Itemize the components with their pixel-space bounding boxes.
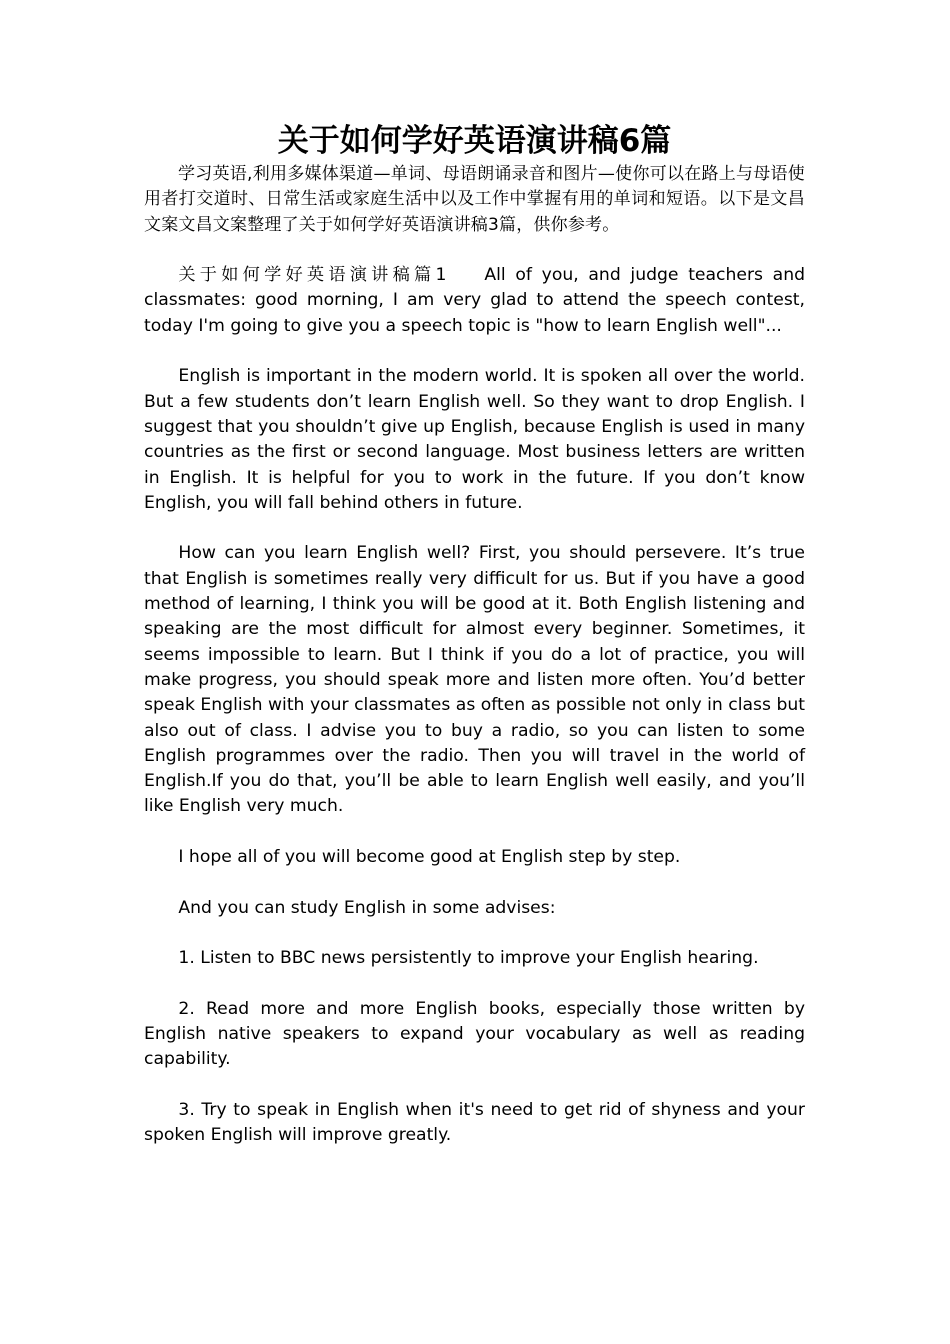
paragraph-gap <box>144 972 805 997</box>
section-label: 关于如何学好英语演讲稿篇1 <box>178 265 447 286</box>
section-opening-text: All of you, and judge teachers and classmates: good morning, I am very glad to attend the speech contest, today I'm going to give you a speech topic is "how to learn English well"... <box>144 265 806 336</box>
paragraph-gap <box>144 921 805 946</box>
section-1-opening <box>144 263 805 339</box>
body-paragraph-hope: I hope all of you will become good at English step by step. <box>178 847 681 868</box>
document-title: 关于如何学好英语演讲稿6篇 <box>277 123 672 159</box>
paragraph-gap <box>144 1073 805 1098</box>
paragraph-gap <box>144 820 805 845</box>
body-paragraph-method: How can you learn English well? First, you should persevere. It’s true that English is sometimes really very difficult for us. But if you have a good method of learning, I think you will be good at it. Both English listening and speaking are the most difficult for almost every beginner. Sometimes, it seems impossible to learn. But I think if you do a lot of practice, you will make progress, you should speak more and listen more often. You’d better speak English with your classmates as often as possible not only in class but also out of class. I advise you to buy a radio, so you can listen to some English programmes over the radio. Then you will travel in the world of English.If you do that, you’ll be able to learn English well easily, and you’ll like English very much. <box>144 543 805 817</box>
advice-item-1: 1. Listen to BBC news persistently to improve your English hearing. <box>178 948 759 969</box>
paragraph-gap <box>144 516 805 541</box>
paragraph-gap <box>144 339 805 364</box>
advice-item-3: 3. Try to speak in English when it's need to get rid of shyness and your spoken English will improve greatly. <box>144 1099 805 1146</box>
intro-paragraph: 学习英语,利用多媒体渠道—单词、母语朗诵录音和图片—使你可以在路上与母语使用者打交道时、日常生活或家庭生活中以及工作中掌握有用的单词和短语。以下是文昌文案文昌文案整理了关于如何学好英语演讲稿3篇，供你参考。 <box>144 164 805 235</box>
body-paragraph-importance: English is important in the modern world. It is spoken all over the world. But a few students don’t learn English well. So they want to drop English. I suggest that you shouldn’t give up English, because English is used in many countries as the first or second language. Most business letters are written in English. It is helpful for you to work in the future. If you don’t know English, you will fall behind others in future. <box>144 366 805 513</box>
body-paragraph-advises-intro: And you can study English in some advises: <box>178 897 556 918</box>
paragraph-gap <box>144 870 805 895</box>
paragraph-gap <box>144 238 805 263</box>
advice-item-2: 2. Read more and more English books, especially those written by English native speakers to expand your vocabulary as well as reading capability. <box>144 998 805 1070</box>
document-page <box>144 120 805 1320</box>
